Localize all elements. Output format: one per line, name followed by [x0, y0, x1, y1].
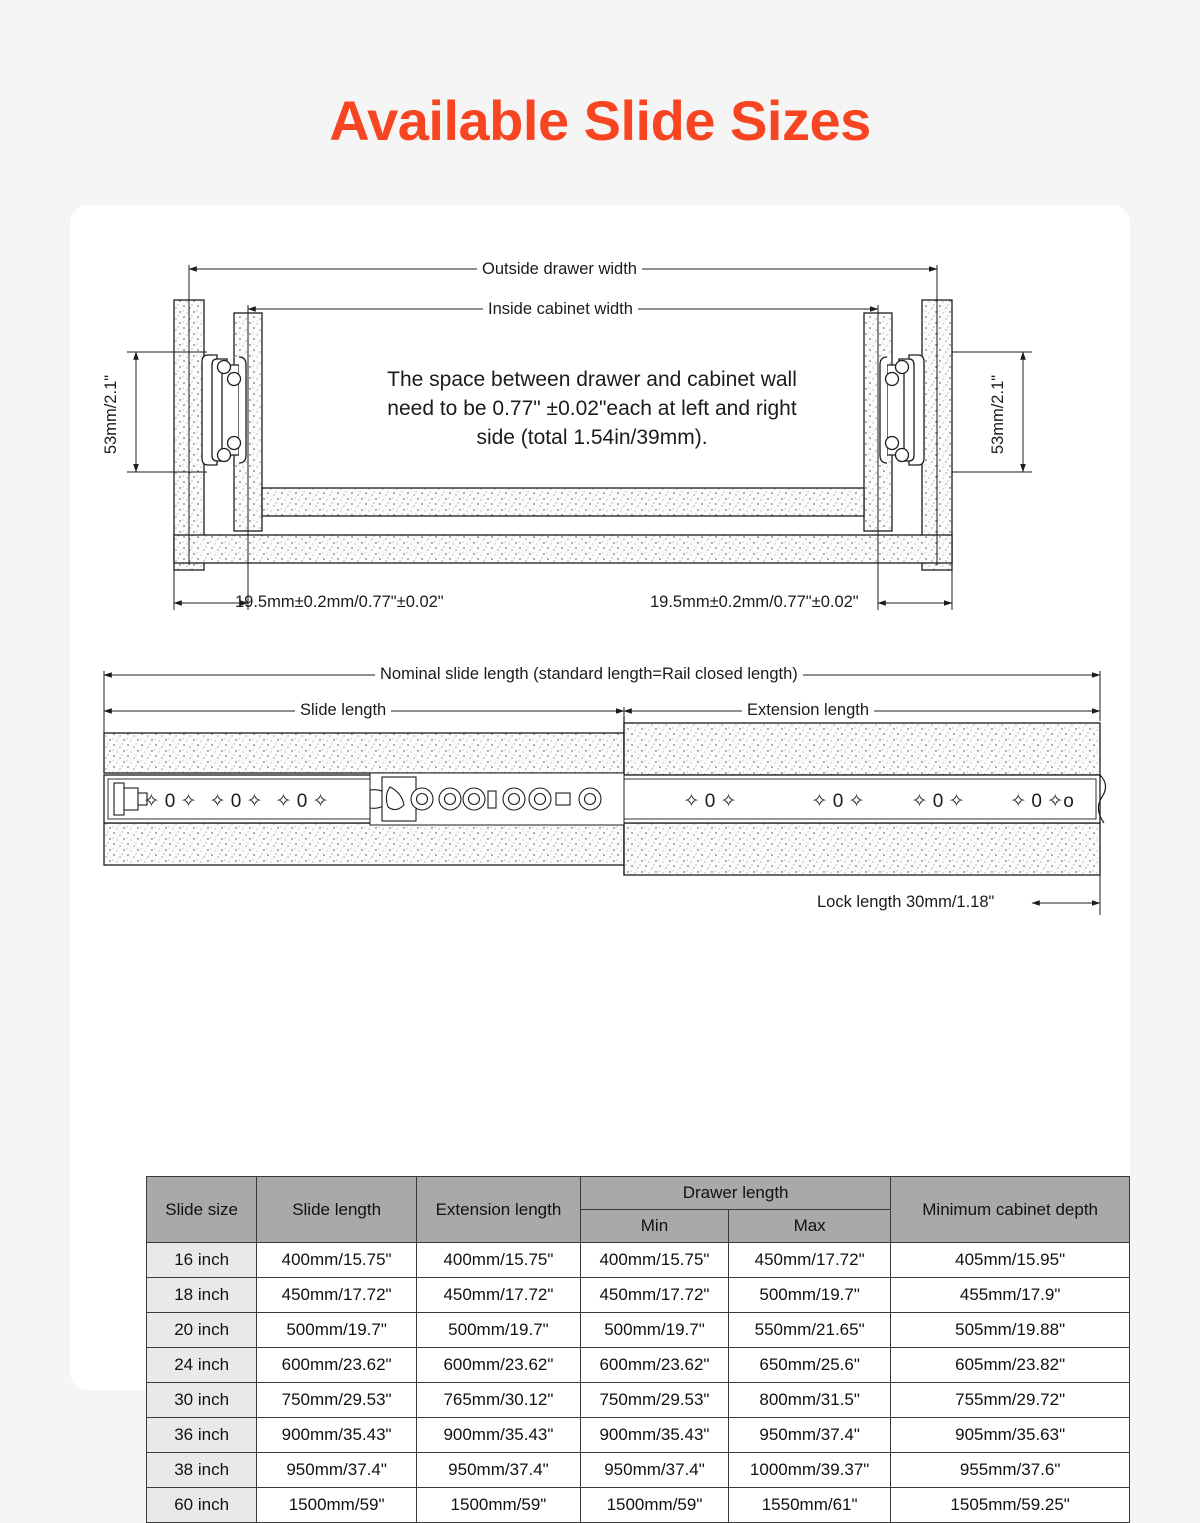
cell-drawer-min: 400mm/15.75": [580, 1243, 728, 1278]
cell-slide-length: 900mm/35.43": [257, 1418, 417, 1453]
cell-drawer-max: 1550mm/61": [729, 1488, 891, 1523]
label-extension-length: Extension length: [742, 701, 874, 720]
cell-drawer-max: 450mm/17.72": [729, 1243, 891, 1278]
slide-length-diagram-svg: [70, 655, 1130, 925]
col-header-minimum-cabinet-depth: Minimum cabinet depth: [891, 1177, 1130, 1243]
col-header-drawer-length-min: Min: [580, 1210, 728, 1243]
table-row: [147, 1278, 1130, 1313]
svg-text:✧ 0 ✧: ✧ 0 ✧: [683, 791, 737, 812]
cell-drawer-min: 450mm/17.72": [580, 1278, 728, 1313]
cell-extension-length: 1500mm/59": [416, 1488, 580, 1523]
svg-text:✧ 0 ✧o: ✧ 0 ✧o: [1010, 791, 1074, 812]
label-nominal-slide-length: Nominal slide length (standard length=Rail closed length): [375, 665, 803, 684]
svg-text:✧ 0 ✧: ✧ 0 ✧: [209, 791, 263, 812]
table-row: [147, 1453, 1130, 1488]
cell-slide-size: 20 inch: [147, 1313, 257, 1348]
label-gap-left: 19.5mm±0.2mm/0.77"±0.02": [235, 593, 444, 611]
label-gap-right: 19.5mm±0.2mm/0.77"±0.02": [650, 593, 859, 611]
cell-slide-length: 750mm/29.53": [257, 1383, 417, 1418]
cell-min-cabinet-depth: 1505mm/59.25": [891, 1488, 1130, 1523]
cell-slide-size: 24 inch: [147, 1348, 257, 1383]
table-row: [147, 1488, 1130, 1523]
clearance-note-line-2: need to be 0.77" ±0.02"each at left and right: [387, 397, 797, 420]
table-row: [147, 1418, 1130, 1453]
cell-min-cabinet-depth: 755mm/29.72": [891, 1383, 1130, 1418]
drawer-cabinet-clearance-diagram: [70, 205, 1130, 655]
cell-extension-length: 950mm/37.4": [416, 1453, 580, 1488]
cell-min-cabinet-depth: 905mm/35.63": [891, 1418, 1130, 1453]
svg-text:✧ 0 ✧: ✧ 0 ✧: [811, 791, 865, 812]
cell-drawer-max: 650mm/25.6": [729, 1348, 891, 1383]
slide-length-diagram: [70, 655, 1130, 925]
cell-slide-length: 600mm/23.62": [257, 1348, 417, 1383]
col-header-slide-size: Slide size: [147, 1177, 257, 1243]
clearance-note-line-3: side (total 1.54in/39mm).: [476, 426, 708, 449]
table-row: [147, 1383, 1130, 1418]
svg-text:✧ 0 ✧: ✧ 0 ✧: [911, 791, 965, 812]
cell-min-cabinet-depth: 455mm/17.9": [891, 1278, 1130, 1313]
table-row: [147, 1348, 1130, 1383]
clearance-note: [302, 365, 882, 452]
col-header-slide-length: Slide length: [257, 1177, 417, 1243]
cell-drawer-max: 1000mm/39.37": [729, 1453, 891, 1488]
cell-slide-size: 30 inch: [147, 1383, 257, 1418]
label-slide-length: Slide length: [295, 701, 391, 720]
label-outside-drawer-width: Outside drawer width: [477, 260, 642, 279]
col-header-drawer-length: Drawer length: [580, 1177, 890, 1210]
cell-slide-size: 16 inch: [147, 1243, 257, 1278]
cell-drawer-min: 1500mm/59": [580, 1488, 728, 1523]
label-inside-cabinet-width: Inside cabinet width: [483, 300, 638, 319]
cell-drawer-min: 750mm/29.53": [580, 1383, 728, 1418]
cell-min-cabinet-depth: 405mm/15.95": [891, 1243, 1130, 1278]
table-header-row-1: [147, 1177, 1130, 1210]
col-header-drawer-length-max: Max: [729, 1210, 891, 1243]
cell-extension-length: 500mm/19.7": [416, 1313, 580, 1348]
cell-extension-length: 765mm/30.12": [416, 1383, 580, 1418]
cell-drawer-max: 500mm/19.7": [729, 1278, 891, 1313]
cell-drawer-min: 500mm/19.7": [580, 1313, 728, 1348]
cell-min-cabinet-depth: 955mm/37.6": [891, 1453, 1130, 1488]
cell-slide-size: 18 inch: [147, 1278, 257, 1313]
cell-extension-length: 450mm/17.72": [416, 1278, 580, 1313]
cell-slide-length: 500mm/19.7": [257, 1313, 417, 1348]
cell-drawer-min: 950mm/37.4": [580, 1453, 728, 1488]
cell-drawer-min: 900mm/35.43": [580, 1418, 728, 1453]
cell-drawer-max: 800mm/31.5": [729, 1383, 891, 1418]
cell-slide-length: 950mm/37.4": [257, 1453, 417, 1488]
svg-text:✧ 0 ✧: ✧ 0 ✧: [143, 791, 197, 812]
cell-drawer-max: 950mm/37.4": [729, 1418, 891, 1453]
table-body: [147, 1243, 1130, 1523]
table-row: [147, 1313, 1130, 1348]
label-slide-height-right: 53mm/2.1": [989, 374, 1008, 455]
cell-slide-length: 450mm/17.72": [257, 1278, 417, 1313]
slide-sizes-table: [146, 1176, 1130, 1523]
cell-slide-size: 38 inch: [147, 1453, 257, 1488]
cell-slide-size: 60 inch: [147, 1488, 257, 1523]
cell-slide-length: 400mm/15.75": [257, 1243, 417, 1278]
table-head: [147, 1177, 1130, 1243]
label-lock-length: Lock length 30mm/1.18": [817, 893, 995, 911]
cell-extension-length: 400mm/15.75": [416, 1243, 580, 1278]
content-card: [70, 205, 1130, 1514]
cell-drawer-min: 600mm/23.62": [580, 1348, 728, 1383]
cell-min-cabinet-depth: 505mm/19.88": [891, 1313, 1130, 1348]
cell-min-cabinet-depth: 605mm/23.82": [891, 1348, 1130, 1383]
slide-sizes-table-wrap: [146, 1176, 1130, 1523]
cell-slide-size: 36 inch: [147, 1418, 257, 1453]
cell-extension-length: 900mm/35.43": [416, 1418, 580, 1453]
table-row: [147, 1243, 1130, 1278]
cell-extension-length: 600mm/23.62": [416, 1348, 580, 1383]
svg-text:✧ 0 ✧: ✧ 0 ✧: [275, 791, 329, 812]
page-title: Available Slide Sizes: [329, 89, 871, 152]
clearance-note-line-1: The space between drawer and cabinet wall: [387, 368, 797, 391]
cell-slide-length: 1500mm/59": [257, 1488, 417, 1523]
col-header-extension-length: Extension length: [416, 1177, 580, 1243]
label-slide-height-left: 53mm/2.1": [102, 374, 121, 455]
cell-drawer-max: 550mm/21.65": [729, 1313, 891, 1348]
